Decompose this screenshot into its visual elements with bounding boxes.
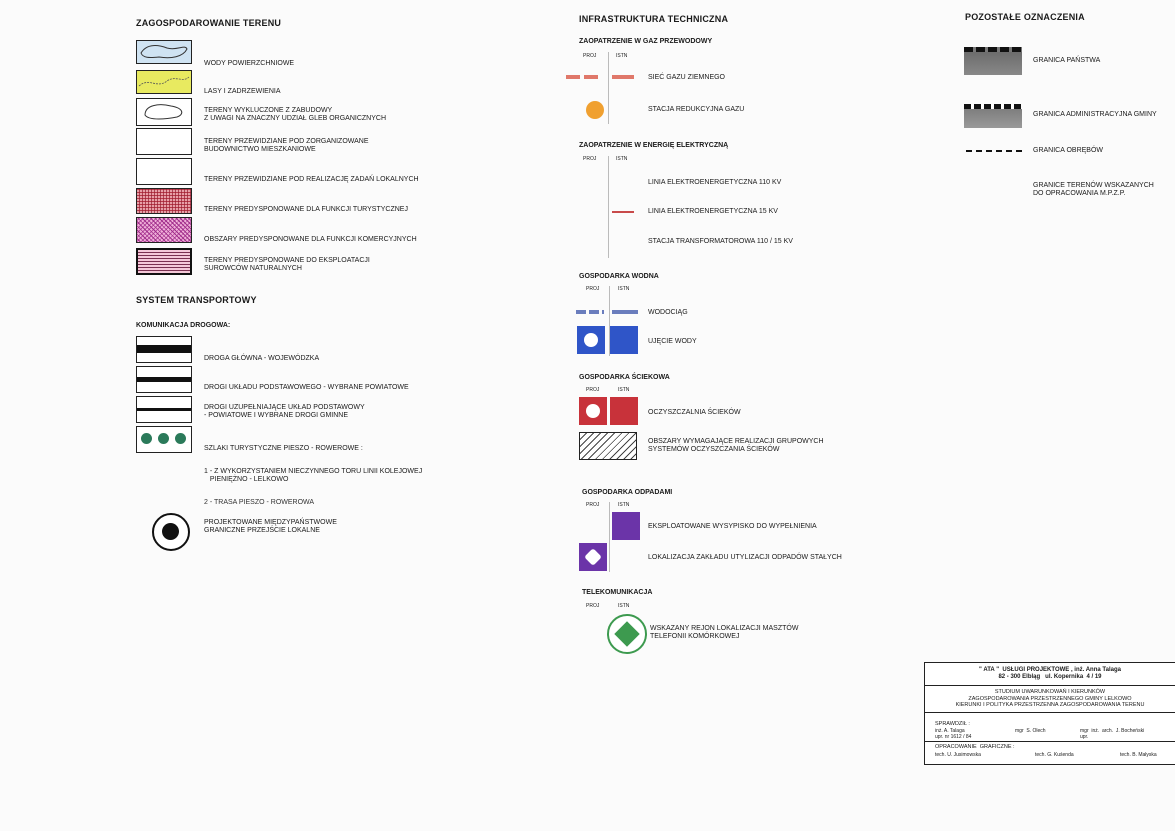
istn-label: ISTN	[616, 156, 628, 162]
legend-label-mining: TERENY PREDYSPONOWANE DO EKSPLOATACJI SUROWCÓW NATURALNYCH	[204, 257, 370, 272]
gas-network-istn-line	[612, 75, 634, 79]
waste-plant-proj-icon	[579, 543, 607, 571]
legend-label-excluded-areas: TERENY WYKLUCZONE Z ZABUDOWY Z UWAGI NA ZNACZNY UDZIAŁ GLEB ORGANICZNYCH	[204, 107, 387, 122]
gas-network-proj-line	[566, 75, 602, 79]
section-heading-other: POZOSTAŁE OZNACZENIA	[965, 12, 1085, 22]
excluded-areas-swatch	[136, 98, 192, 126]
legend-label-main-road: DROGA GŁÓWNA - WOJEWÓDZKA	[204, 355, 320, 362]
company-name: " ATA " USŁUGI PROJEKTOWE , inż. Anna Talaga	[979, 667, 1121, 673]
legend-label-power-110: LINIA ELEKTROENERGETYCZNA 110 KV	[648, 179, 782, 186]
main-road-swatch	[136, 336, 192, 363]
legend-label-waste-plant: LOKALIZACJA ZAKŁADU UTYLIZACJI ODPADÓW STAŁYCH	[648, 554, 842, 561]
surface-water-swatch	[136, 40, 192, 64]
gas-station-icon	[586, 101, 604, 119]
study-title: STUDIUM UWARUNKOWAŃ I KIERUNKÓW ZAGOSPODAROWANIA PRZESTRZENNEGO GMINY LELKOWO KIERUNKI I POLITYKA PRZESTRZENNA ZAGOSPODAROWANIA TERENU	[955, 689, 1145, 708]
legend-label-secondary-road: DROGI UZUPEŁNIAJĄCE UKŁAD PODSTAWOWY - POWIATOWE I WYBRANE DROGI GMINNE	[204, 404, 365, 419]
legend-label-mpzp-areas: GRANICE TERENÓW WSKAZANYCH DO OPRACOWANIA M.P.Z.P.	[1033, 182, 1154, 197]
water-pipe-istn-line	[612, 310, 638, 314]
subheading-telecom: TELEKOMUNIKACJA	[582, 589, 653, 596]
proj-label: PROJ	[586, 603, 600, 609]
legend-label-admin-border: GRANICA ADMINISTRACYJNA GMINY	[1033, 111, 1157, 118]
section-heading-infrastructure: INFRASTRUKTURA TECHNICZNA	[579, 14, 729, 24]
subheading-sewage: GOSPODARKA ŚCIEKOWA	[579, 374, 670, 381]
subheading-gas: ZAOPATRZENIE W GAZ PRZEWODOWY	[579, 38, 713, 45]
checked-person-3: mgr inż. arch. J. Bocheński upr.	[1080, 728, 1145, 740]
legend-label-housing-areas: TERENY PRZEWIDZIANE POD ZORGANIZOWANE BUDOWNICTWO MIESZKANIOWE	[204, 138, 369, 153]
column-divider	[608, 156, 609, 258]
secondary-road-swatch	[136, 396, 192, 423]
legend-label-state-border: GRANICA PAŃSTWA	[1033, 57, 1101, 64]
legend-label-power-15: LINIA ELEKTROENERGETYCZNA 15 KV	[648, 208, 778, 215]
legend-label-gas-station: STACJA REDUKCYJNA GAZU	[648, 106, 745, 113]
checked-person-2: mgr S. Olech	[1015, 728, 1046, 734]
legend-label-group-sewage: OBSZARY WYMAGAJĄCE REALIZACJI GRUPOWYCH SYSTEMÓW OCZYSZCZANIA ŚCIEKÓW	[648, 438, 824, 453]
border-crossing-icon	[152, 513, 190, 551]
group-sewage-area-swatch	[579, 432, 637, 460]
legend-label-landfill: EKSPLOATOWANE WYSYPISKO DO WYPEŁNIENIA	[648, 523, 817, 530]
checked-person-1: inż. A. Talaga upr. nr 1612 / 84	[935, 728, 972, 740]
legend-label-cell-tower: WSKAZANY REJON LOKALIZACJI MASZTÓW TELEFONII KOMÓRKOWEJ	[650, 625, 799, 640]
commercial-swatch	[136, 217, 192, 243]
forest-swatch	[136, 70, 192, 94]
legend-label-transformer: STACJA TRANSFORMATOROWA 110 / 15 KV	[648, 238, 793, 245]
legend-label-tourism: TERENY PREDYSPONOWANE DLA FUNKCJI TURYSTYCZNEJ	[204, 206, 408, 213]
trail-note-1: 1 - Z WYKORZYSTANIEM NIECZYNNEGO TORU LINII KOLEJOWEJ PIENIĘŻNO - LELKOWO	[204, 468, 423, 483]
legend-label-forest: LASY I ZADRZEWIENIA	[204, 88, 281, 95]
company-address: 82 - 300 Elbląg ul. Kopernika 4 / 19	[998, 674, 1102, 680]
legend-label-primary-road: DROGI UKŁADU PODSTAWOWEGO - WYBRANE POWIATOWE	[204, 384, 409, 391]
legend-label-border-crossing: PROJEKTOWANE MIĘDZYPAŃSTWOWE GRANICZNE PRZEJŚCIE LOKALNE	[204, 519, 337, 534]
tourism-swatch	[136, 188, 192, 214]
legend-label-local-tasks: TERENY PRZEWIDZIANE POD REALIZACJĘ ZADAŃ LOKALNYCH	[204, 176, 419, 183]
section-heading-land-use: ZAGOSPODAROWANIE TERENU	[136, 18, 282, 28]
istn-label: ISTN	[616, 53, 628, 59]
legend-label-surface-water: WODY POWIERZCHNIOWE	[204, 60, 295, 67]
legend-label-water-intake: UJĘCIE WODY	[648, 338, 697, 345]
title-block	[924, 662, 1175, 765]
proj-label: PROJ	[586, 387, 600, 393]
legend-label-district-border: GRANICA OBRĘBÓW	[1033, 147, 1104, 154]
column-divider	[608, 52, 609, 124]
state-border-swatch	[964, 47, 1022, 75]
water-pipe-proj-line	[576, 310, 604, 314]
checked-label: SPRAWDZIŁ :	[935, 721, 970, 727]
subheading-waste: GOSPODARKA ODPADAMI	[582, 489, 673, 496]
subheading-roads: KOMUNIKACJA DROGOWA:	[136, 322, 231, 329]
subheading-power: ZAOPATRZENIE W ENERGIĘ ELEKTRYCZNĄ	[579, 142, 729, 149]
column-divider	[609, 502, 610, 572]
graphic-person-2: tech. G. Kuśenda	[1035, 752, 1074, 758]
istn-label: ISTN	[618, 387, 630, 393]
admin-border-swatch	[964, 104, 1022, 128]
proj-label: PROJ	[586, 502, 600, 508]
legend-label-sewage-plant: OCZYSZCZALNIA ŚCIEKÓW	[648, 409, 741, 416]
proj-label: PROJ	[586, 286, 600, 292]
local-tasks-swatch	[136, 158, 192, 185]
graphic-person-3: tech. B. Małyska	[1120, 752, 1157, 758]
landfill-istn-icon	[612, 512, 640, 540]
legend-label-gas-network: SIEĆ GAZU ZIEMNEGO	[648, 74, 726, 81]
power-15kv-line	[612, 211, 634, 213]
istn-label: ISTN	[618, 502, 630, 508]
water-intake-proj-icon	[577, 326, 605, 354]
istn-label: ISTN	[618, 286, 630, 292]
trail-note-2: 2 - TRASA PIESZO - ROWEROWA	[204, 499, 315, 506]
cell-tower-icon	[607, 614, 647, 654]
tourist-trail-swatch	[136, 426, 192, 453]
graphic-label: OPRACOWANIE GRAFICZNE :	[935, 744, 1015, 750]
subheading-water: GOSPODARKA WODNA	[579, 273, 659, 280]
legend-label-water-pipe: WODOCIĄG	[648, 309, 688, 316]
mining-swatch	[136, 248, 192, 275]
section-heading-transport: SYSTEM TRANSPORTOWY	[136, 295, 257, 305]
proj-label: PROJ	[583, 53, 597, 59]
water-intake-istn-icon	[610, 326, 638, 354]
graphic-person-1: tech. U. Jusimowska	[935, 752, 981, 758]
district-border-line	[966, 150, 1022, 152]
istn-label: ISTN	[618, 603, 630, 609]
proj-label: PROJ	[583, 156, 597, 162]
legend-label-commercial: OBSZARY PREDYSPONOWANE DLA FUNKCJI KOMERCYJNYCH	[204, 236, 417, 243]
sewage-plant-istn-icon	[610, 397, 638, 425]
sewage-plant-proj-icon	[579, 397, 607, 425]
legend-label-tourist-trail: SZLAKI TURYSTYCZNE PIESZO - ROWEROWE :	[204, 445, 363, 452]
primary-road-swatch	[136, 366, 192, 393]
housing-areas-swatch	[136, 128, 192, 155]
